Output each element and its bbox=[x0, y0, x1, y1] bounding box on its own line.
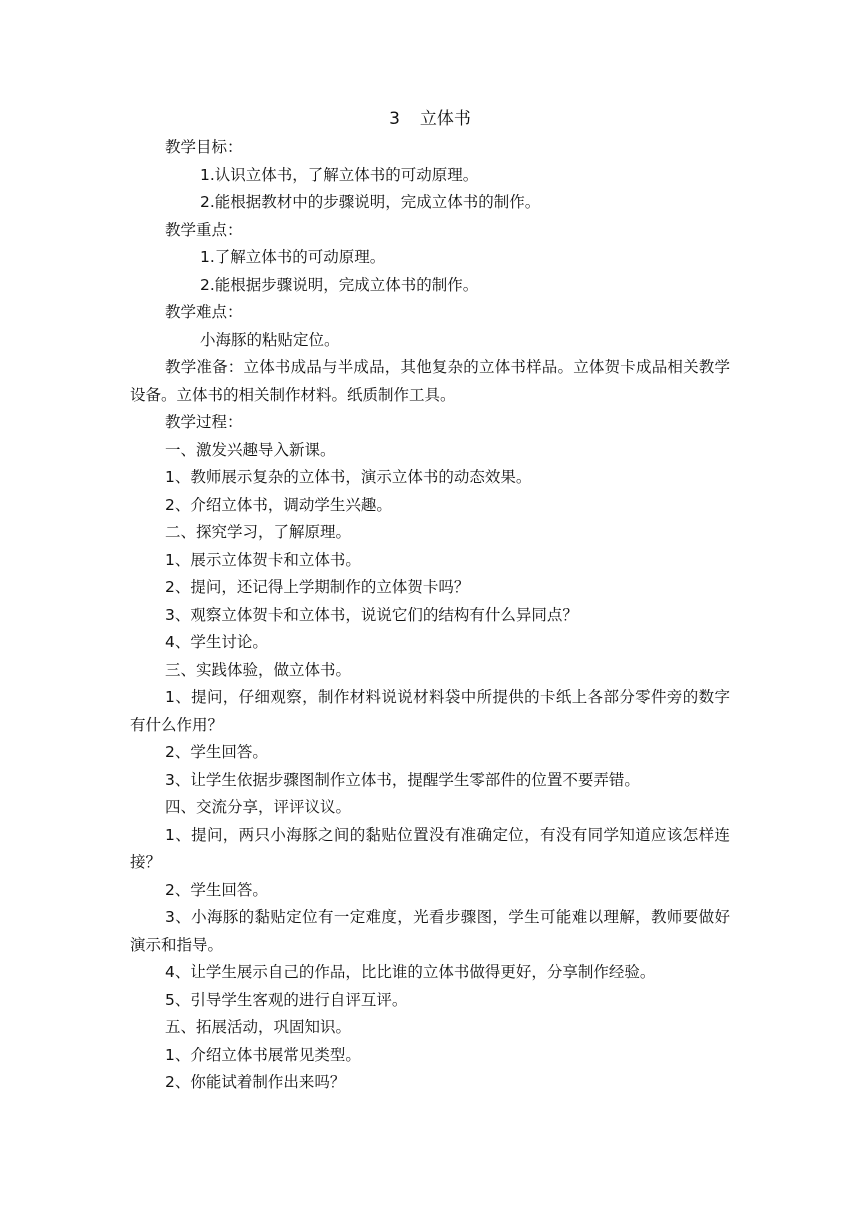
text-line: 教学难点： bbox=[165, 303, 243, 321]
text-line: 2、学生回答。 bbox=[165, 880, 268, 899]
text-line: 4、学生讨论。 bbox=[165, 633, 268, 651]
text-line: 5、引导学生客观的进行自评互评。 bbox=[165, 990, 408, 1009]
paragraph: 1、提问，两只小海豚之间的黏贴位置没有准确定位，有没有同学知道应该怎样连接？ bbox=[130, 825, 730, 871]
paragraph: 教学准备：立体书成品与半成品，其他复杂的立体书样品。立体贺卡成品相关教学设备。立体书的相关制作材料。纸质制作工具。 bbox=[130, 358, 730, 404]
text-line: 2、学生回答。 bbox=[165, 743, 268, 761]
text-line: 3、观察立体贺卡和立体书，说说它们的结构有什么异同点？ bbox=[165, 605, 578, 624]
text-line: 二、探究学习，了解原理。 bbox=[165, 523, 352, 541]
text-line: 1、教师展示复杂的立体书，演示立体书的动态效果。 bbox=[165, 468, 532, 486]
text-line: 3、让学生依据步骤图制作立体书，提醒学生零部件的位置不要弄错。 bbox=[165, 770, 640, 789]
list-item: 1.认识立体书，了解立体书的可动原理。 bbox=[200, 165, 479, 184]
text-line: 三、实践体验，做立体书。 bbox=[165, 660, 352, 679]
text-line: 4、让学生展示自己的作品，比比谁的立体书做得更好，分享制作经验。 bbox=[165, 963, 656, 981]
lesson-title bbox=[130, 106, 730, 132]
text-line: 教学目标： bbox=[165, 138, 243, 156]
paragraph: 1、提问，仔细观察，制作材料说说材料袋中所提供的卡纸上各部分零件旁的数字有什么作用？ bbox=[130, 688, 730, 734]
list-item: 1.了解立体书的可动原理。 bbox=[200, 248, 386, 266]
text-line: 一、激发兴趣导入新课。 bbox=[165, 440, 336, 459]
text-line: 1、展示立体贺卡和立体书。 bbox=[165, 550, 361, 569]
list-item: 2.能根据步骤说明，完成立体书的制作。 bbox=[200, 275, 479, 294]
text-line: 2、提问，还记得上学期制作的立体贺卡吗？ bbox=[165, 578, 470, 596]
text-line: 1、介绍立体书展常见类型。 bbox=[165, 1045, 361, 1064]
text-line: 教学重点： bbox=[165, 220, 243, 239]
lesson-number: 3 bbox=[389, 109, 400, 129]
text-line: 教学过程： bbox=[165, 413, 243, 431]
list-item: 2.能根据教材中的步骤说明，完成立体书的制作。 bbox=[200, 193, 541, 211]
document-body bbox=[130, 106, 730, 1097]
paragraph: 3、小海豚的黏贴定位有一定难度，光看步骤图，学生可能难以理解，教师要做好演示和指导。 bbox=[130, 908, 730, 954]
text-line: 四、交流分享，评评议议。 bbox=[165, 798, 352, 816]
text-line: 2、介绍立体书，调动学生兴趣。 bbox=[165, 495, 392, 514]
lesson-content bbox=[130, 134, 730, 1097]
lesson-title-text: 立体书 bbox=[419, 109, 471, 129]
text-line: 2、你能试着制作出来吗？ bbox=[165, 1073, 346, 1091]
list-item: 小海豚的粘贴定位。 bbox=[200, 330, 340, 349]
text-line: 五、拓展活动，巩固知识。 bbox=[165, 1018, 352, 1036]
